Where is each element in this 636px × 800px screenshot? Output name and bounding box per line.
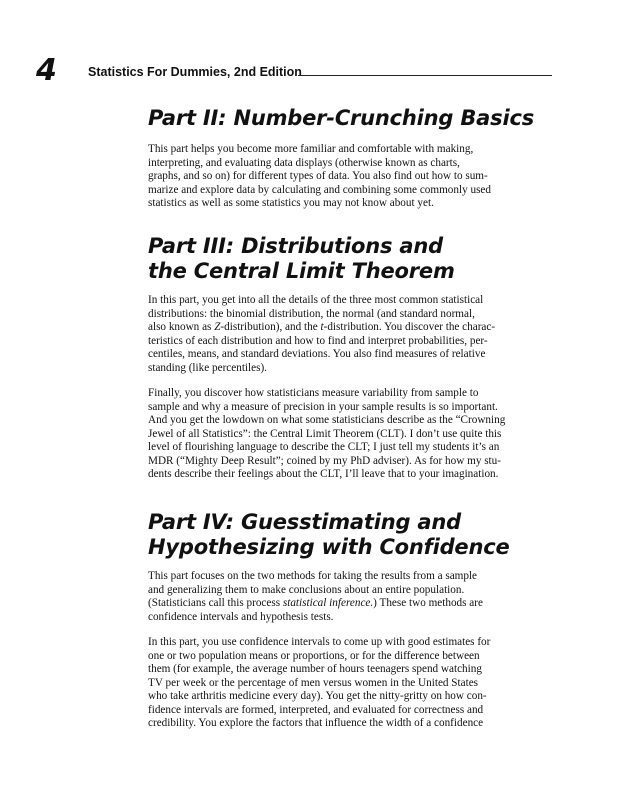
section-part-ii <box>148 106 548 211</box>
section-heading: Part II: Number-Crunching Basics <box>148 106 534 130</box>
section-heading: Part IV: Guesstimating and Hypothesizing with Confidence <box>148 510 510 559</box>
header-rule <box>298 75 552 76</box>
paragraph: In this part, you use confidence intervals to come up with good estimates for one or two population means or proportions, or for the difference between them (for example, the average number of hours teenagers spend watching TV per week or the percentage of men versus women in the United States who take arthritis medicine every day). You get the nitty-gritty on how con- fidence intervals are formed, interpreted, and evaluated for correctness and credibility. You explore the factors that influence the width of a confidence <box>148 636 491 729</box>
section-heading: Part III: Distributions and the Central Limit Theorem <box>148 234 455 283</box>
paragraph: In this part, you get into all the details of the three most common statistical distributions: the binomial distribution, the normal (and standard normal, also known as Z-distribution), and the t-distribution. You discover the charac- teristics of each distribution and how to find and interpret probabilities, per- centiles, means, and standard deviations. You also find measures of relative standing (like percentiles). <box>148 294 496 374</box>
section-part-iv <box>148 510 548 731</box>
paragraph: Finally, you discover how statisticians measure variability from sample to sample and why a measure of precision in your sample results is so important. And you get the lowdown on what some statisticians describe as the “Crowning Jewel of all Statistics”: the Central Limit Theorem (CLT). I don’t use quite this level of flourishing language to describe the CLT; I just tell my students it’s an MDR (“Mighty Deep Result”; coined by my PhD adviser). As for how my stu- dents describe their feelings about the CLT, I’ll leave that to your imagination. <box>148 387 506 480</box>
book-title: Statistics For Dummies, 2nd Edition <box>88 65 302 79</box>
page-number: 4 <box>36 53 57 88</box>
running-header <box>0 54 636 90</box>
paragraph: This part helps you become more familiar and comfortable with making, interpreting, and evaluating data displays (otherwise known as charts, graphs, and so on) for different types of data. You also find out how to sum- marize and explore data by calculating and combining some commonly used statistics as well as some statistics you may not know about yet. <box>148 143 491 209</box>
paragraph: This part focuses on the two methods for taking the results from a sample and generalizing them to make conclusions about an entire population. (Statisticians call this process statistical inference.) These two methods are confidence intervals and hypothesis tests. <box>148 570 483 623</box>
section-part-iii <box>148 234 548 482</box>
